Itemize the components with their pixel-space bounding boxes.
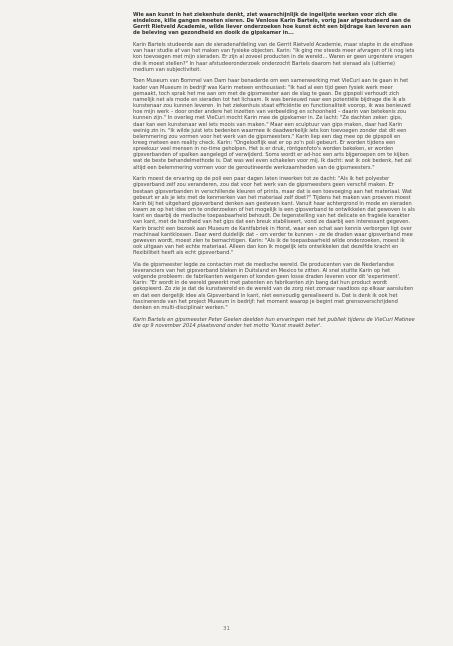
- article-paragraph: Karin moest de ervaring op de poli een paar dagen laten inwerken tot ze dacht: "Als ik het polyester gipsverband zelf zou veranderen, zou dat voor het werk van de gipsmeesters geen verschil maken. Er bestaan gipsverbanden in verschillende kleuren of prints, maar dat is een toevoeging aan het materiaal. Wat gebeurt er als je iets met de kenmerken van het materiaal zelf doet?" Tijdens het maken van proeven moest Karin bij het uitgehard gipsverband denken aan gesteven kant. Vanuit haar achtergrond in mode en sieraden kwam ze op het idee om te onderzoeken of het mogelijk is een gipsverband te ontwikkelen dat gewoven is als kant en daarbij de medische toepasbaarheid behoudt. De tegenstelling van het delicate en fragiele karakter van kant, met de hardheid van het gips dat een breuk stabiliseert, vond ze daarbij een interessant gegeven. Karin bracht een bezoek aan Museum de Kantfabriek in Horst, waar een schat aan kennis verborgen ligt over machinaal kantklossen. Daar werd duidelijk dat – om verder te kunnen – ze de draden waar gipsverband mee geweven wordt, moest zien te bemachtigen. Karin: "Als ik de toepasbaarheid wilde onderzoeken, moest ik ook uitgaan van het echte materiaal. Alleen dan kon ik mogelijk iets ontwikkelen dat dezelfde kracht en flexibiliteit heeft als echt gipsverband.": [133, 176, 415, 257]
- closing-note: Karin Bartels en gipsmeester Peter Geelen deelden hun ervaringen met het publiek tijdens de VieCuri Matinee die op 9 november 2014 plaatsvond onder het motto 'Kunst maakt beter'.: [133, 316, 415, 329]
- article-body: [133, 12, 415, 334]
- article-paragraph: Karin Bartels studeerde aan de sieradenafdeling van de Gerrit Rietveld Academie, maar stapte in de eindfase van haar studie af van het maken van fysieke objecten. Karin: "Ik ging me steeds meer afvragen of ik nog iets kon toevoegen met mijn sieraden. Er zijn al zoveel producten in de wereld... Waren er geen urgentere vragen die ik moest stellen?" In haar afstudeeronderzoek onderzocht Bartels daarom het sieraad als (ultieme) medium van subjectiviteit.: [133, 42, 415, 73]
- page-number: 31: [223, 626, 230, 632]
- article-paragraph: Via de gipsmeester legde ze contacten met de medische wereld. De producenten van de Nederlandse leveranciers van het gipsverband bleken in Duitsland en Mexico te zitten. Al snel stuitte Karin op het volgende probleem: de fabrikanten weigeren of konden geen losse draden leveren voor dit 'experiment'. Karin: "Er wordt in de wereld gewerkt met patenten en fabrikanten zijn bang dat hun product wordt gekopieerd. Zo zie je dat de kunstwereld en de wereld van de zorg niet zomaar naadloos op elkaar aansluiten en dat een dergelijk idee als Gipsverband in kant, niet eenvoudig gerealiseerd is. Dat is denk ik ook het fascinerende van het project Museum in bedrijf: het moment waarop je begint met grensoverschrijdend denken en multi-disciplinair werken.": [133, 261, 414, 311]
- article-intro: Wie aan kunst in het ziekenhuis denkt, ziet waarschijnlijk de ingelijste werken voor zich die eindeloze, kille gangen moeten sieren. De Venlose Karin Bartels, vorig jaar afgestudeerd aan de Gerrit Rietveld Academie, wilde liever onderzoeken hoe kunst écht een bijdrage kan leveren aan de beleving van gezondheid en dooik de gipskamer in...: [133, 12, 412, 37]
- article-paragraph: Toen Museum van Bommel van Dam haar benaderde om een samenwerking met VieCuri aan te gaan in het kader van Museum in bedrijf was Karin meteen enthousiast: "Ik had al een tijd geen fysiek werk meer gemaakt, toch sprak het me aan om met de gipsmeester aan de slag te gaan. De gipspoli verhoudt zich namelijk net als mode en sieraden tot het lichaam. Ik was benieuwd naar een potentiële bijdrage die ik als kunstenaar zou kunnen leveren. In het ziekenhuis staat efficiëntie en functionaliteit voorop, ik was benieuwd hoe mijn werk – door onder andere het inzetten van verbeelding en schoonheid – daarin van betekenis zou kunnen zijn." In overleg met VieCuri mocht Karin mee de gipskamer in. Ze lacht: "Ze dachten zeker: gips, daar kan een kunstenaar wel iets moois van maken." Maar een sculptuur van gips maken, daar had Karin weinig zin in. "Ik wilde juist iets bedenken waarmee ik daadwerkelijk iets kon toevoegen zonder dat dit een belemmering zou vormen voor het werk van de gipsmeesters." Karin liep een dag mee op de gipspoli en kreeg meteen een reality check. Karin: "Ongelooflijk wat er op zo'n poli gebeurt. Er worden tijdens een spreekuur veel mensen in no-time geholpen. Het is er druk, röntgenfoto's worden bekeken, er worden gipsverbanden of spalken aangelegd of verwijderd. Soms wordt er ad-hoc een arts bijgeroepen om te kijken wat de beste behandelmethode is. Dat was wel even schakelen voor mij. Ik dacht: wat ik ook bedenk, het zal altijd een belemmering vormen voor de geroutineerde werkzaamheden van de gipsmeesters.": [133, 78, 412, 171]
